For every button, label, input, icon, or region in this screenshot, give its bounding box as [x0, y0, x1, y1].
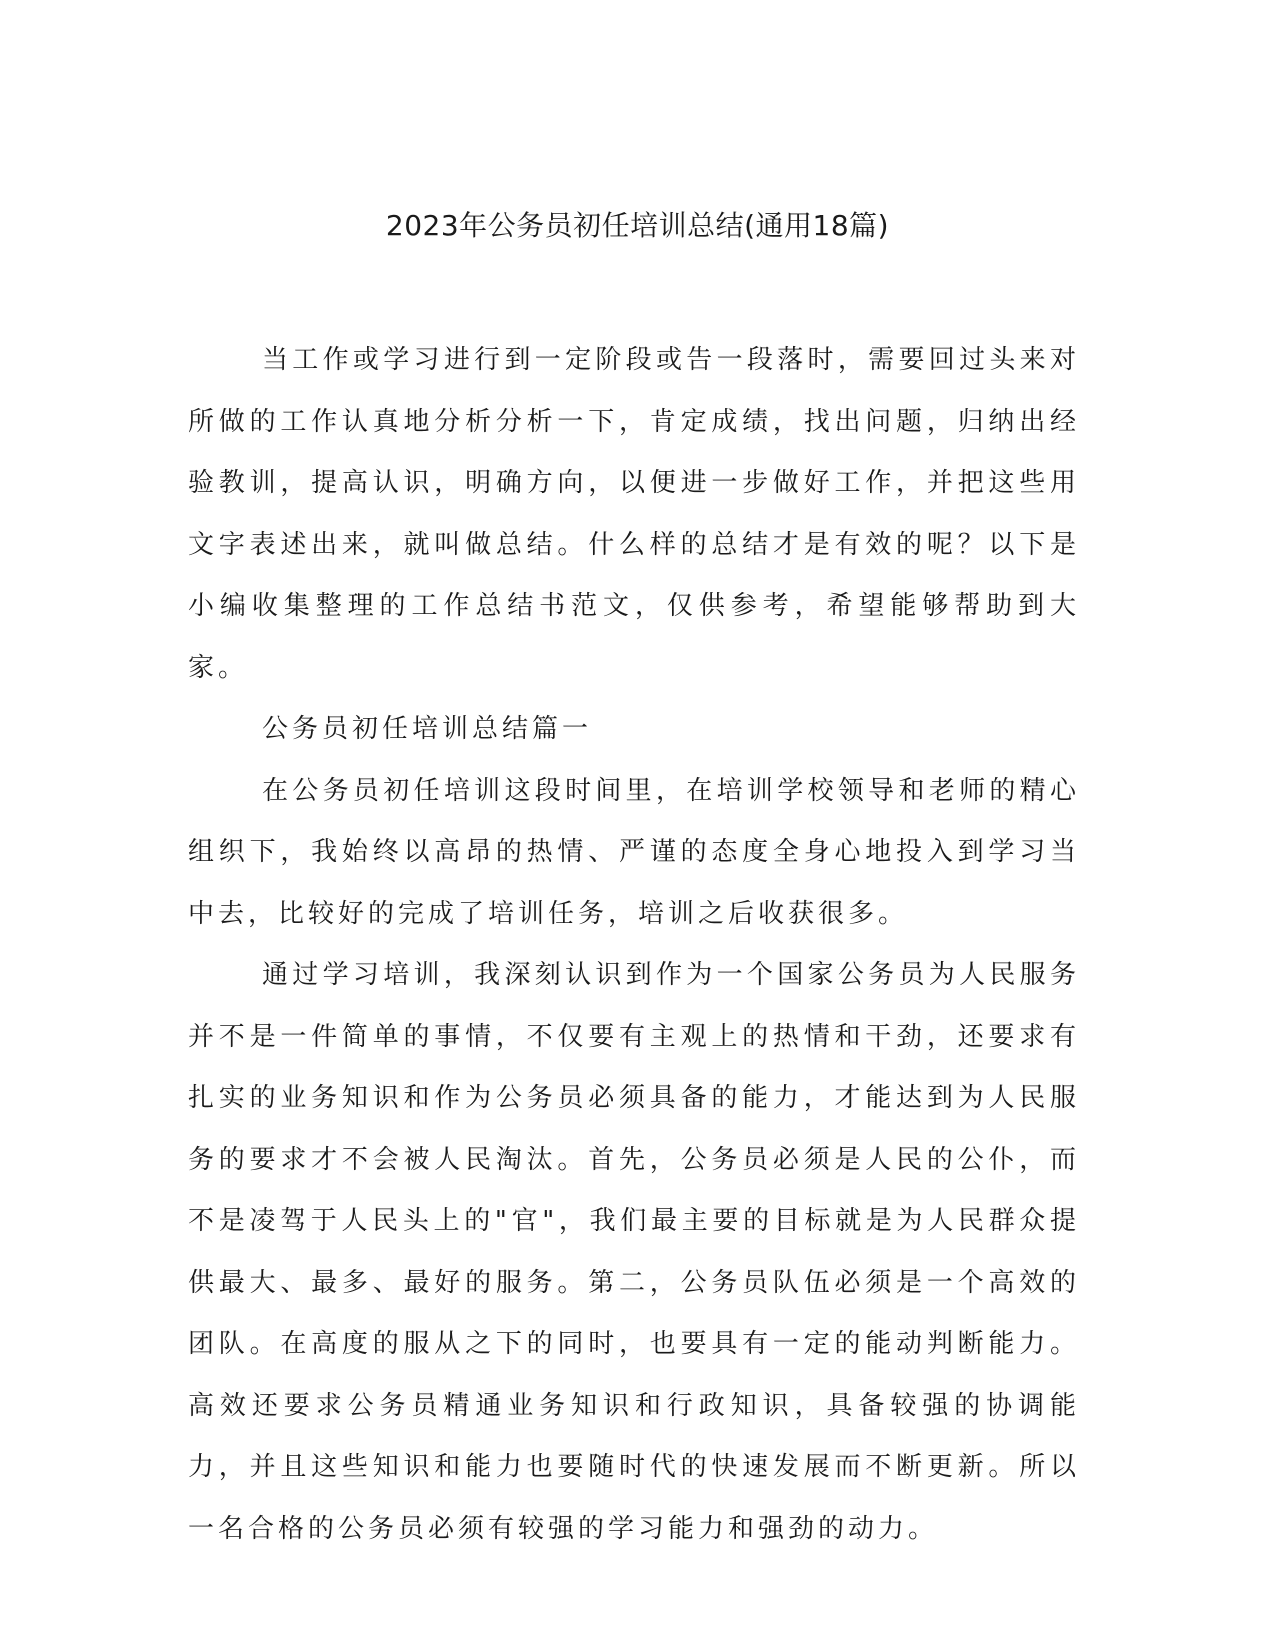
section-heading: 公务员初任培训总结篇一 [262, 714, 593, 744]
document-body [188, 330, 1080, 1560]
document-title: 2023年公务员初任培训总结(通用18篇) [385, 209, 890, 242]
body-paragraph: 通过学习培训，我深刻认识到作为一个国家公务员为人民服务并不是一件简单的事情，不仅要有主观上的热情和干劲，还要求有扎实的业务知识和作为公务员必须具备的能力，才能达到为人民服务的要求才不会被人民淘汰。首先，公务员必须是人民的公仆，而不是凌驾于人民头上的"官"，我们最主要的目标就是为人民群众提供最大、最多、最好的服务。第二，公务员队伍必须是一个高效的团队。在高度的服从之下的同时，也要具有一定的能动判断能力。高效还要求公务员精通业务知识和行政知识，具备较强的协调能力，并且这些知识和能力也要随时代的快速发展而不断更新。所以一名合格的公务员必须有较强的学习能力和强劲的动力。 [188, 960, 1080, 1544]
intro-paragraph: 当工作或学习进行到一定阶段或告一段落时，需要回过头来对所做的工作认真地分析分析一下，肯定成绩，找出问题，归纳出经验教训，提高认识，明确方向，以便进一步做好工作，并把这些用文字表述出来，就叫做总结。什么样的总结才是有效的呢？以下是小编收集整理的工作总结书范文，仅供参考，希望能够帮助到大家。 [188, 345, 1080, 683]
body-paragraph: 在公务员初任培训这段时间里，在培训学校领导和老师的精心组织下，我始终以高昂的热情、严谨的态度全身心地投入到学习当中去，比较好的完成了培训任务，培训之后收获很多。 [188, 775, 1080, 929]
